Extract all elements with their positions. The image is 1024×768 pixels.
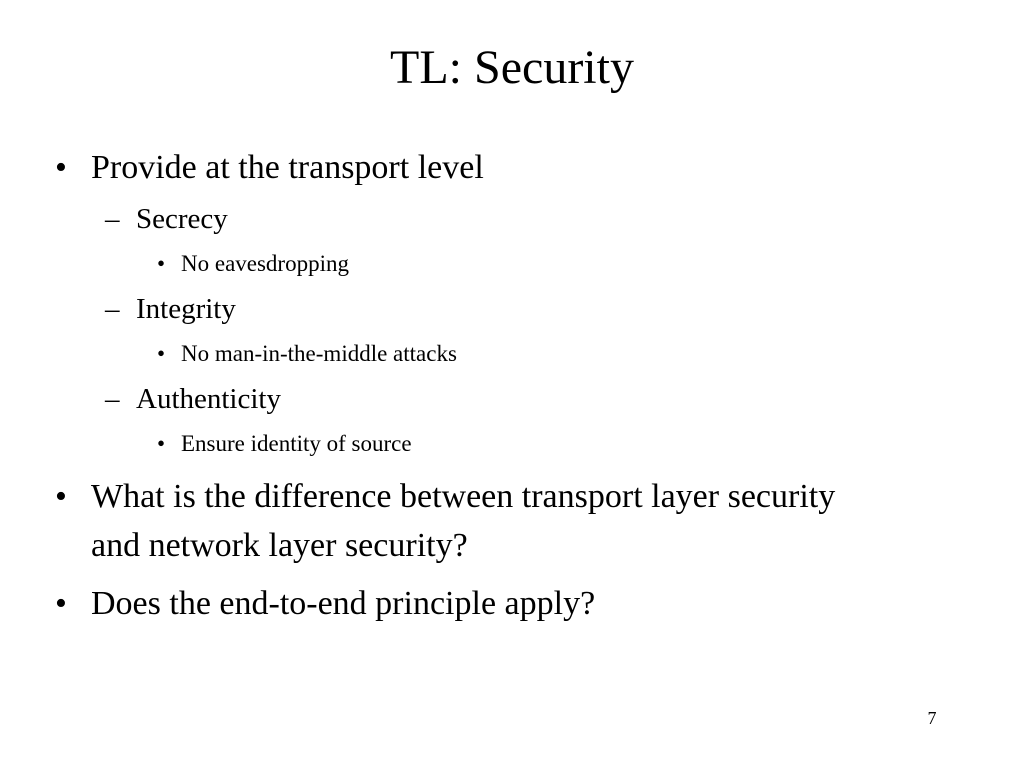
bullet-marker: • [157,431,166,456]
bullet-marker: • [55,585,67,622]
sub-bullet-text: Authenticity [136,383,281,415]
sub-sub-bullet-text: Ensure identity of source [181,431,412,456]
bullet-marker: • [157,341,166,366]
bullet-marker: • [55,149,67,186]
bullet-text: Does the end-to-end principle apply? [91,585,596,622]
bullet-marker: • [157,251,166,276]
bullet-text-line: and network layer security? [91,527,468,564]
bullet-text: Provide at the transport level [91,149,484,186]
dash-marker: – [105,383,120,415]
sub-sub-bullet-text: No eavesdropping [181,251,349,276]
slide-title: TL: Security [390,41,634,94]
dash-marker: – [105,293,120,325]
bullet-text-line: What is the difference between transport layer security [91,478,836,515]
sub-bullet-text: Integrity [136,293,236,325]
dash-marker: – [105,203,120,235]
sub-sub-bullet-text: No man-in-the-middle attacks [181,341,457,366]
bullet-marker: • [55,478,67,515]
page-number: 7 [927,708,937,728]
sub-bullet-text: Secrecy [136,203,228,235]
